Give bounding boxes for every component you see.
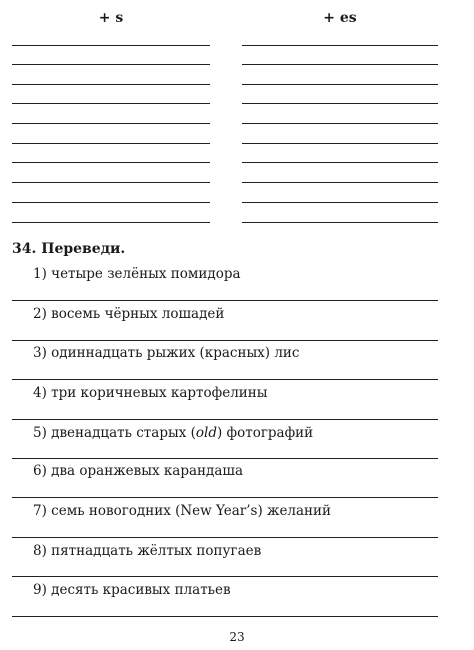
writing-line-left-1[interactable] — [12, 45, 210, 46]
writing-line-left-10[interactable] — [12, 222, 210, 223]
writing-line-left-7[interactable] — [12, 162, 210, 163]
answer-line-2[interactable] — [12, 340, 438, 341]
exercise-item-5 — [33, 425, 313, 441]
answer-line-5[interactable] — [12, 458, 438, 459]
answer-line-1[interactable] — [12, 300, 438, 301]
writing-line-right-5[interactable] — [242, 123, 438, 124]
answer-line-4[interactable] — [12, 419, 438, 420]
writing-line-right-9[interactable] — [242, 202, 438, 203]
item-5-english-word: old — [195, 425, 217, 441]
answer-line-6[interactable] — [12, 497, 438, 498]
exercise-item-8: 8) пятнадцать жёлтых попугаев — [33, 543, 262, 559]
page-number: 23 — [229, 630, 245, 644]
column-header-s: + s — [98, 10, 124, 26]
writing-line-right-4[interactable] — [242, 103, 438, 104]
column-header-es: + es — [323, 10, 357, 26]
writing-line-right-2[interactable] — [242, 64, 438, 65]
writing-line-left-3[interactable] — [12, 84, 210, 85]
exercise-item-7: 7) семь новогодних (New Year’s) желаний — [33, 503, 332, 519]
answer-line-8[interactable] — [12, 576, 438, 577]
answer-line-9[interactable] — [12, 616, 438, 617]
writing-line-right-7[interactable] — [242, 162, 438, 163]
writing-line-left-8[interactable] — [12, 182, 210, 183]
writing-line-left-9[interactable] — [12, 202, 210, 203]
writing-line-right-10[interactable] — [242, 222, 438, 223]
exercise-item-6: 6) два оранжевых карандаша — [33, 463, 244, 479]
exercise-item-3: 3) одиннадцать рыжих (красных) лис — [33, 345, 300, 361]
exercise-item-1: 1) четыре зелёных помидора — [33, 266, 241, 282]
answer-line-7[interactable] — [12, 537, 438, 538]
item-5-text-end: ) фотографий — [216, 425, 314, 441]
writing-line-left-5[interactable] — [12, 123, 210, 124]
exercise-item-2: 2) восемь чёрных лошадей — [33, 306, 225, 322]
exercise-item-4: 4) три коричневых картофелины — [33, 385, 268, 401]
writing-line-left-4[interactable] — [12, 103, 210, 104]
writing-line-right-3[interactable] — [242, 84, 438, 85]
writing-line-left-6[interactable] — [12, 143, 210, 144]
answer-line-3[interactable] — [12, 379, 438, 380]
exercise-item-9: 9) десять красивых платьев — [33, 582, 231, 598]
writing-line-right-6[interactable] — [242, 143, 438, 144]
writing-line-left-2[interactable] — [12, 64, 210, 65]
exercise-title: 34. Переведи. — [12, 241, 126, 257]
item-5-text-start: 5) двенадцать старых ( — [33, 425, 196, 441]
writing-line-right-8[interactable] — [242, 182, 438, 183]
writing-line-right-1[interactable] — [242, 45, 438, 46]
